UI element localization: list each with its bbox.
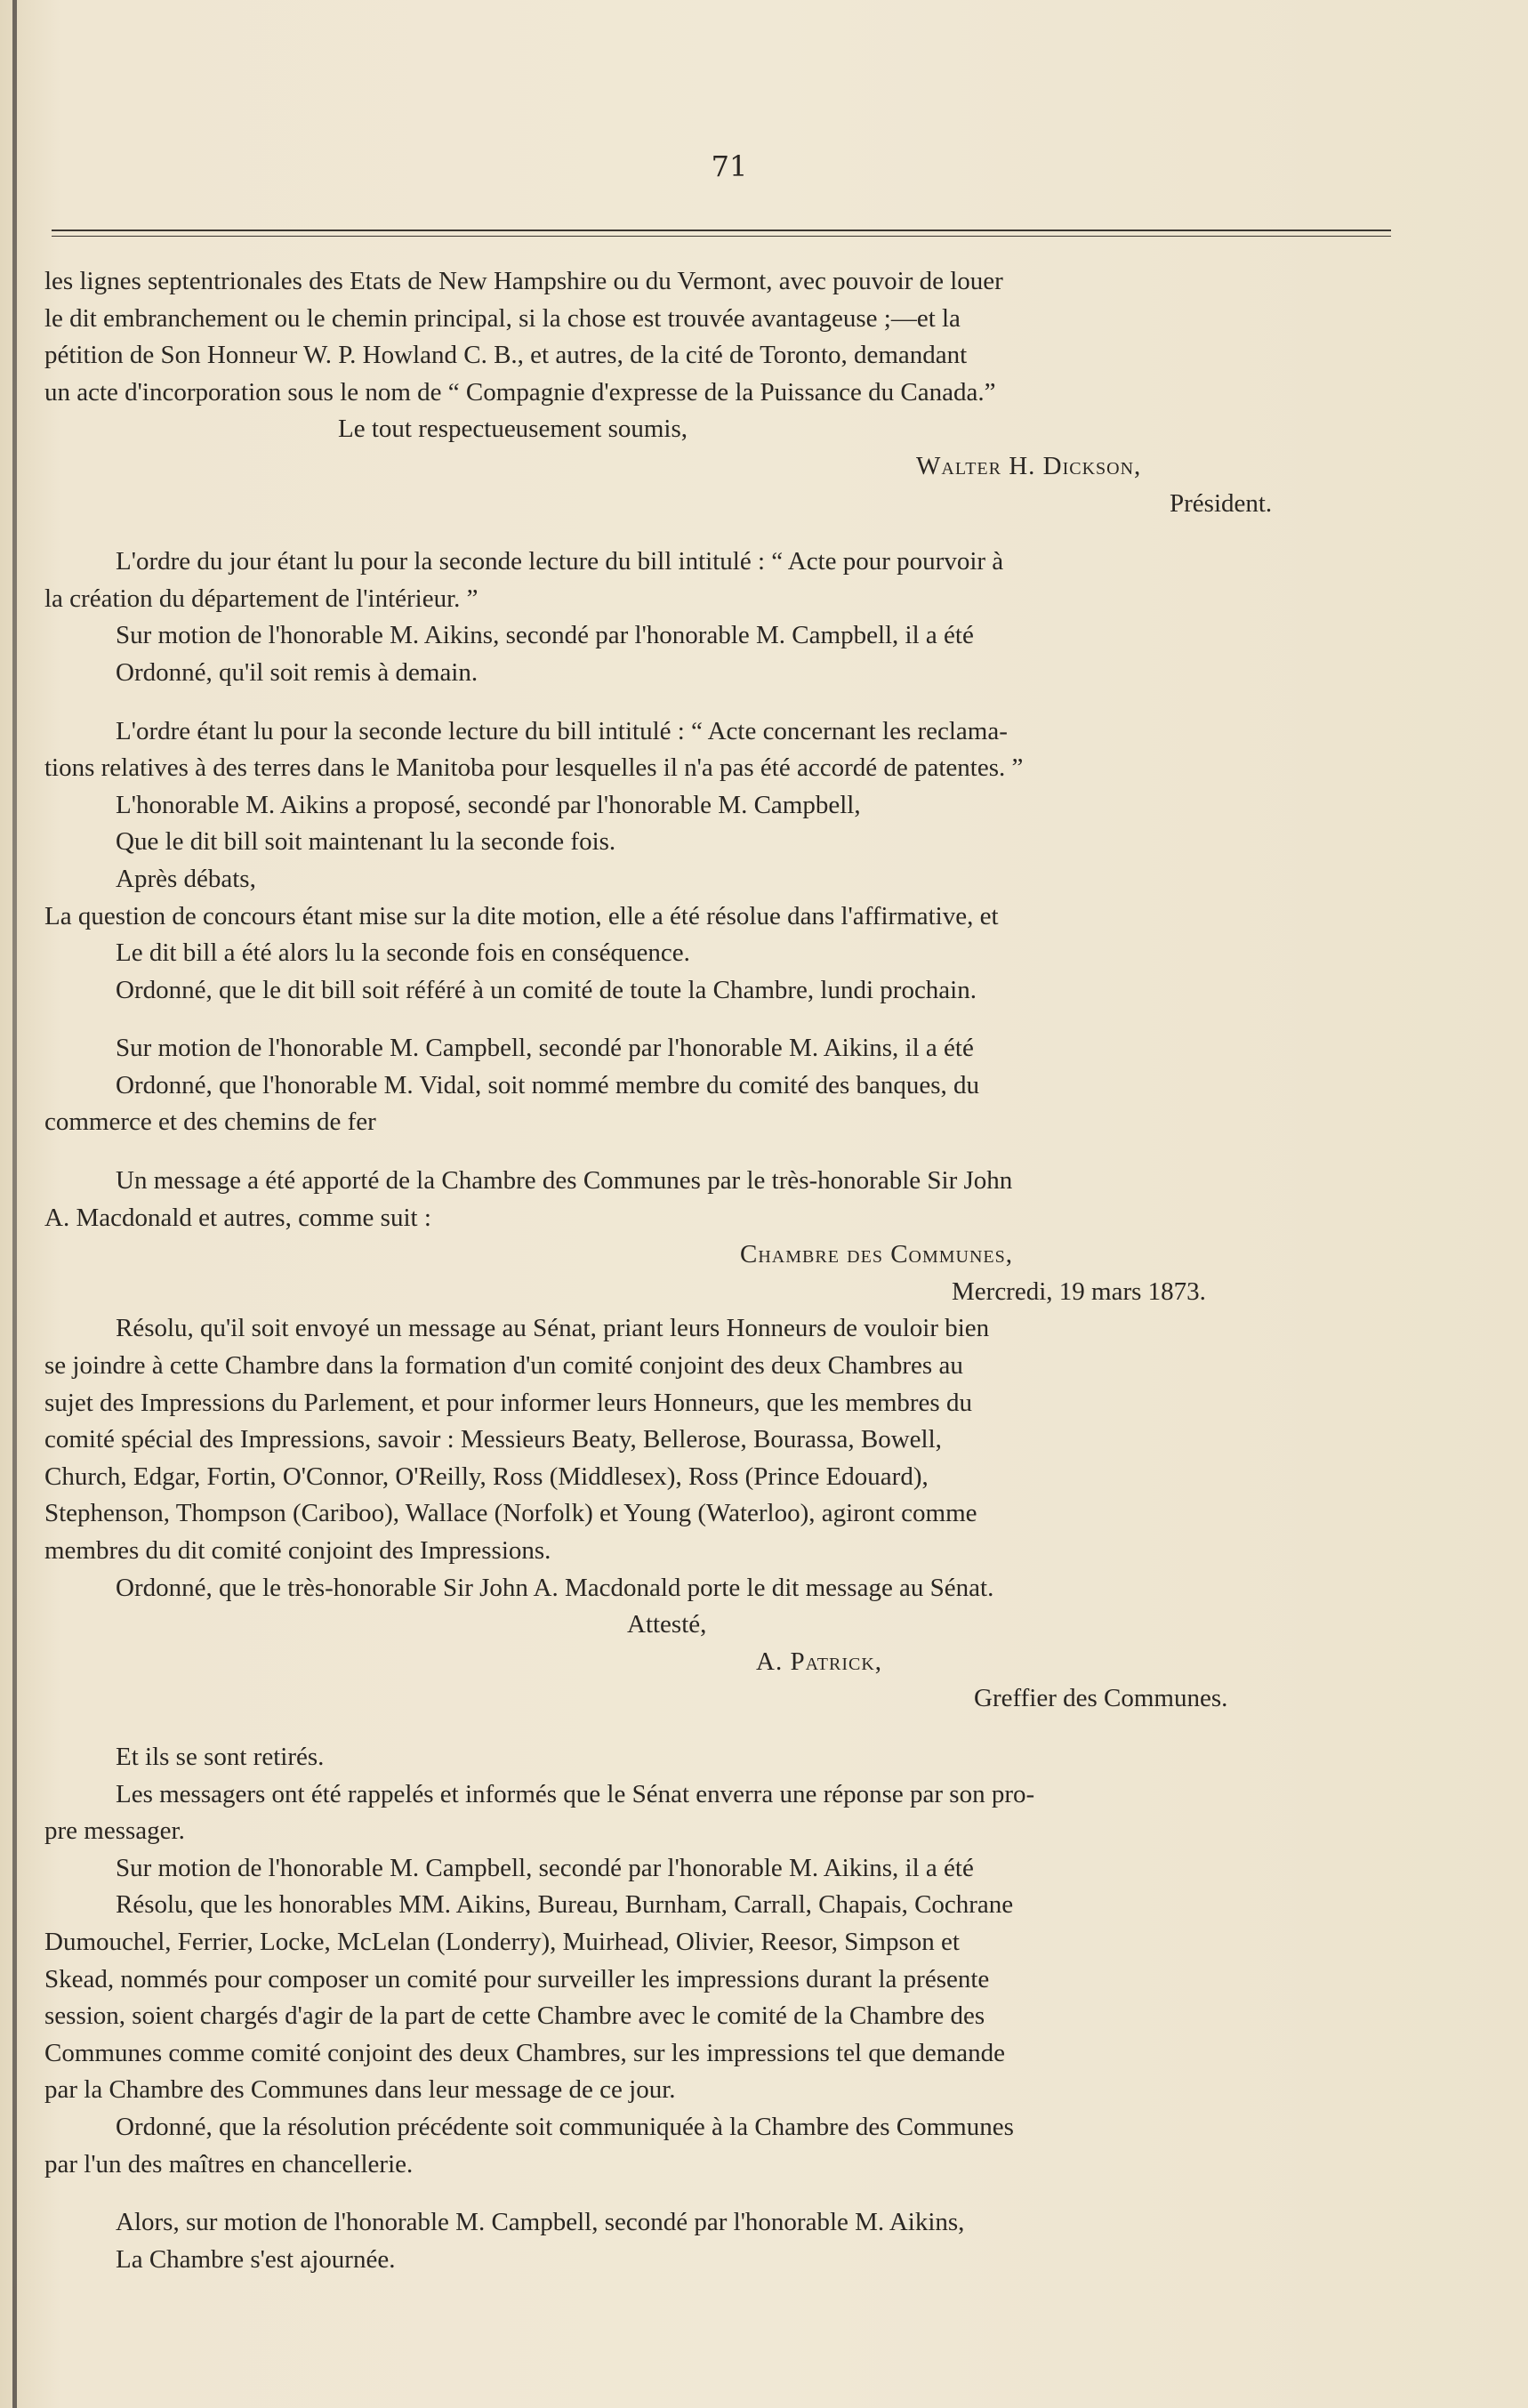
attestation: Attesté, xyxy=(627,1610,707,1639)
text-line: Stephenson, Thompson (Cariboo), Wallace (Norfolk) et Young (Waterloo), agiront comme xyxy=(44,1499,977,1528)
message-date: Mercredi, 19 mars 1873. xyxy=(952,1276,1206,1306)
text-line: Dumouchel, Ferrier, Locke, McLelan (Londerry), Muirhead, Olivier, Reesor, Simpson et xyxy=(44,1927,960,1956)
closing-line: Le tout respectueusement soumis, xyxy=(338,415,688,444)
text-line: L'honorable M. Aikins a proposé, secondé par l'honorable M. Campbell, xyxy=(116,790,861,819)
text-line: A. Macdonald et autres, comme suit : xyxy=(44,1203,431,1232)
text-line: comité spécial des Impressions, savoir : Messieurs Beaty, Bellerose, Bourassa, Bowell, xyxy=(44,1425,942,1454)
text-line: Et ils se sont retirés. xyxy=(116,1742,325,1771)
text-line: Le dit bill a été alors lu la seconde fois en conséquence. xyxy=(116,938,690,968)
text-line: La Chambre s'est ajournée. xyxy=(116,2244,396,2274)
text-line: tions relatives à des terres dans le Manitoba pour lesquelles il n'a pas été accordé de patentes. ” xyxy=(44,753,1024,783)
attestation-name: A. Patrick, xyxy=(756,1647,883,1676)
attestation-title: Greffier des Communes. xyxy=(974,1684,1228,1713)
text-line: Un message a été apporté de la Chambre des Communes par le très-honorable Sir John xyxy=(116,1166,1013,1196)
body-text xyxy=(44,263,1396,2278)
text-line: Ordonné, qu'il soit remis à demain. xyxy=(116,657,479,687)
binding-edge xyxy=(12,0,17,2408)
text-line: La question de concours étant mise sur la dite motion, elle a été résolue dans l'affirmative, et xyxy=(44,901,999,930)
header-rule xyxy=(52,230,1391,231)
text-line: Les messagers ont été rappelés et informés que le Sénat enverra une réponse par son pro- xyxy=(116,1779,1035,1808)
text-line: par l'un des maîtres en chancellerie. xyxy=(44,2149,414,2178)
text-line: Sur motion de l'honorable M. Campbell, secondé par l'honorable M. Aikins, il a été xyxy=(116,1853,974,1882)
text-line: les lignes septentrionales des Etats de New Hampshire ou du Vermont, avec pouvoir de louer xyxy=(44,267,1003,295)
text-line: commerce et des chemins de fer xyxy=(44,1107,376,1137)
text-line: un acte d'incorporation sous le nom de “ Compagnie d'expresse de la Puissance du Canada.” xyxy=(44,377,996,407)
text-line: Après débats, xyxy=(116,864,256,893)
text-line: par la Chambre des Communes dans leur message de ce jour. xyxy=(44,2075,676,2105)
text-line: Sur motion de l'honorable M. Campbell, secondé par l'honorable M. Aikins, il a été xyxy=(116,1034,974,1063)
header-rule-thin xyxy=(52,236,1391,237)
signature-name: Walter H. Dickson, xyxy=(916,451,1142,480)
text-line: la création du département de l'intérieur. ” xyxy=(44,584,479,613)
text-line: membres du dit comité conjoint des Impressions. xyxy=(44,1536,551,1565)
text-line: pétition de Son Honneur W. P. Howland C. B., et autres, de la cité de Toronto, demandant xyxy=(44,341,968,370)
message-heading: Chambre des Communes, xyxy=(740,1240,1014,1269)
text-line: Résolu, qu'il soit envoyé un message au Sénat, priant leurs Honneurs de vouloir bien xyxy=(116,1314,990,1343)
text-line: Communes comme comité conjoint des deux Chambres, sur les impressions tel que demande xyxy=(44,2038,1006,2067)
page-number: 71 xyxy=(711,149,748,183)
text-line: Que le dit bill soit maintenant lu la seconde fois. xyxy=(116,827,616,857)
text-line: Ordonné, que le très-honorable Sir John A. Macdonald porte le dit message au Sénat. xyxy=(116,1573,994,1602)
text-line: session, soient chargés d'agir de la part de cette Chambre avec le comité de la Chambre des xyxy=(44,2001,985,2031)
signature-title: Président. xyxy=(1170,488,1273,518)
text-line: Church, Edgar, Fortin, O'Connor, O'Reilly, Ross (Middlesex), Ross (Prince Edouard), xyxy=(44,1462,929,1491)
text-line: sujet des Impressions du Parlement, et pour informer leurs Honneurs, que les membres du xyxy=(44,1388,972,1417)
text-line: Résolu, que les honorables MM. Aikins, Bureau, Burnham, Carrall, Chapais, Cochrane xyxy=(116,1890,1014,1920)
text-line: Skead, nommés pour composer un comité pour surveiller les impressions durant la présente xyxy=(44,1964,990,1993)
text-line: Sur motion de l'honorable M. Aikins, secondé par l'honorable M. Campbell, il a été xyxy=(116,621,974,650)
text-line: L'ordre étant lu pour la seconde lecture du bill intitulé : “ Acte concernant les reclama- xyxy=(116,716,1008,745)
text-line: Ordonné, que l'honorable M. Vidal, soit nommé membre du comité des banques, du xyxy=(116,1070,980,1099)
text-line: Ordonné, que la résolution précédente soit communiquée à la Chambre des Communes xyxy=(116,2112,1014,2141)
text-line: L'ordre du jour étant lu pour la seconde lecture du bill intitulé : “ Acte pour pourvoir à xyxy=(116,547,1004,576)
text-line: Alors, sur motion de l'honorable M. Campbell, secondé par l'honorable M. Aikins, xyxy=(116,2208,965,2237)
text-line: pre messager. xyxy=(44,1816,185,1846)
text-line: se joindre à cette Chambre dans la formation d'un comité conjoint des deux Chambres au xyxy=(44,1351,963,1381)
text-line: le dit embranchement ou le chemin principal, si la chose est trouvée avantageuse ;—et la xyxy=(44,303,961,333)
text-line: Ordonné, que le dit bill soit référé à un comité de toute la Chambre, lundi prochain. xyxy=(116,975,977,1004)
